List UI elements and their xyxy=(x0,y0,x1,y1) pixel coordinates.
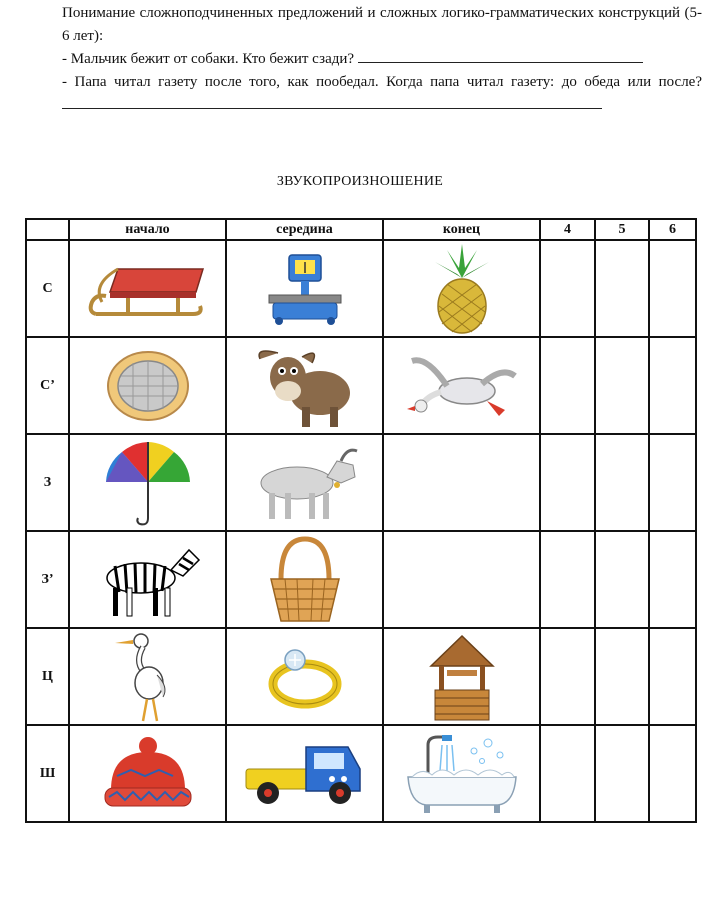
cell-4[interactable] xyxy=(540,531,595,628)
table-row xyxy=(26,725,696,822)
intro-block xyxy=(62,2,702,117)
header-empty xyxy=(26,219,69,240)
cell-middle xyxy=(226,337,383,434)
table-row xyxy=(26,240,696,337)
cell-5[interactable] xyxy=(595,240,649,337)
cell-5[interactable] xyxy=(595,628,649,725)
well-icon xyxy=(427,632,497,722)
goat-icon xyxy=(245,443,365,523)
sound-label: З’ xyxy=(26,531,69,628)
cell-middle xyxy=(226,240,383,337)
header-6: 6 xyxy=(649,219,696,240)
sound-label: Ш xyxy=(26,725,69,822)
cell-end xyxy=(383,434,540,531)
cell-end xyxy=(383,531,540,628)
cell-start xyxy=(69,725,226,822)
header-start: начало xyxy=(69,219,226,240)
sound-label: Ц xyxy=(26,628,69,725)
table-row xyxy=(26,628,696,725)
cell-6[interactable] xyxy=(649,434,696,531)
ring-icon xyxy=(265,642,345,712)
header-4: 4 xyxy=(540,219,595,240)
cell-4[interactable] xyxy=(540,628,595,725)
scales-icon xyxy=(265,249,345,329)
cell-start xyxy=(69,628,226,725)
cell-4[interactable] xyxy=(540,725,595,822)
cell-6[interactable] xyxy=(649,725,696,822)
cell-5[interactable] xyxy=(595,531,649,628)
cell-start xyxy=(69,240,226,337)
sled-icon xyxy=(88,254,208,324)
goose-icon xyxy=(407,346,517,426)
cell-5[interactable] xyxy=(595,725,649,822)
cell-5[interactable] xyxy=(595,434,649,531)
cell-4[interactable] xyxy=(540,240,595,337)
donkey-icon xyxy=(250,341,360,431)
question-2-text: - Папа читал газету после того, как пообедал. Когда папа читал газету: до обеда или после? xyxy=(62,74,702,90)
table-row xyxy=(26,531,696,628)
header-5: 5 xyxy=(595,219,649,240)
cell-end xyxy=(383,628,540,725)
section-title: ЗВУКОПРОИЗНОШЕНИЕ xyxy=(276,174,444,189)
cell-4[interactable] xyxy=(540,337,595,434)
cell-middle xyxy=(226,434,383,531)
answer-line-1[interactable] xyxy=(358,48,643,63)
table-row xyxy=(26,337,696,434)
cell-6[interactable] xyxy=(649,628,696,725)
cell-6[interactable] xyxy=(649,240,696,337)
heron-icon xyxy=(113,631,183,723)
question-2 xyxy=(62,71,702,117)
cell-end xyxy=(383,240,540,337)
bathtub-icon xyxy=(402,731,522,817)
sieve-icon xyxy=(103,346,193,426)
cell-5[interactable] xyxy=(595,337,649,434)
cell-6[interactable] xyxy=(649,337,696,434)
cell-start xyxy=(69,434,226,531)
sound-label: С’ xyxy=(26,337,69,434)
intro-heading: Понимание сложноподчиненных предложений и сложных логико-грамматических конструкций (5-6 лет): xyxy=(62,5,702,44)
umbrella-icon xyxy=(100,438,196,528)
sound-table xyxy=(25,218,697,823)
cell-6[interactable] xyxy=(649,531,696,628)
header-middle: середина xyxy=(226,219,383,240)
header-row xyxy=(26,219,696,240)
truck-icon xyxy=(240,739,370,809)
table-row xyxy=(26,434,696,531)
pineapple-icon xyxy=(427,244,497,334)
cell-end xyxy=(383,725,540,822)
header-end: конец xyxy=(383,219,540,240)
question-1 xyxy=(62,48,702,71)
sound-label: З xyxy=(26,434,69,531)
cell-4[interactable] xyxy=(540,434,595,531)
hat-icon xyxy=(101,734,195,814)
cell-end xyxy=(383,337,540,434)
sound-label: С xyxy=(26,240,69,337)
cell-middle xyxy=(226,531,383,628)
basket-icon xyxy=(265,535,345,625)
cell-middle xyxy=(226,725,383,822)
zebra-icon xyxy=(93,540,203,620)
question-1-text: - Мальчик бежит от собаки. Кто бежит сзади? xyxy=(62,51,355,67)
cell-start xyxy=(69,531,226,628)
answer-line-2[interactable] xyxy=(62,94,602,109)
cell-start xyxy=(69,337,226,434)
cell-middle xyxy=(226,628,383,725)
